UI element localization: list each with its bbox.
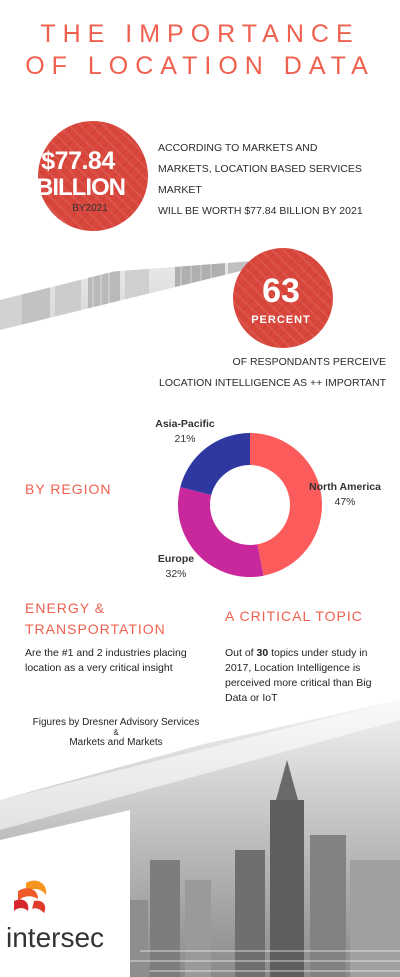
critical-body: [225, 646, 385, 706]
legend-asia-pacific-pct: 21%: [174, 433, 196, 445]
source-line-2: &: [113, 728, 119, 737]
energy-heading-line-2: TRANSPORTATION: [25, 621, 166, 637]
legend-north-america-name: North America: [309, 481, 381, 493]
region-heading: BY REGION: [25, 481, 112, 497]
stat-percent-value: 63: [262, 272, 300, 310]
title-line-2: OF LOCATION DATA: [25, 52, 375, 80]
stat-billion-value: $77.84: [41, 147, 115, 175]
title-line-1: THE IMPORTANCE: [40, 20, 360, 48]
stat-percent-description: [150, 352, 386, 394]
stat-billion-description: [158, 138, 398, 222]
intersec-logo-text: intersec: [6, 922, 105, 953]
energy-heading-line-1: ENERGY &: [25, 600, 106, 616]
critical-body-count: 30: [256, 647, 269, 659]
legend-europe-pct: 32%: [165, 568, 187, 580]
source-line-3: Markets and Markets: [69, 737, 163, 748]
source-line-1: Figures by Dresner Advisory Services: [32, 717, 200, 728]
energy-body: Are the #1 and 2 industries placing location as a very critical insight: [25, 647, 187, 674]
legend-asia-pacific: [150, 418, 220, 445]
critical-body-prefix: Out of: [225, 647, 257, 659]
critical-heading: A CRITICAL TOPIC: [225, 608, 363, 624]
energy-heading: [25, 598, 185, 640]
stat-billion-line-3: WILL BE WORTH $77.84 BILLION BY 2021: [158, 205, 363, 217]
legend-europe-name: Europe: [157, 553, 195, 565]
legend-europe: [148, 553, 204, 580]
stat-percent-line-2: LOCATION INTELLIGENCE AS ++ IMPORTANT: [159, 377, 386, 389]
critical-body-suffix: topics under study in 2017, Location Intelligence is perceived more critical than Big Data or IoT: [225, 647, 372, 704]
legend-north-america: [305, 481, 385, 508]
stat-billion-line-1: ACCORDING TO MARKETS AND: [158, 142, 318, 154]
stat-billion-unit: BILLION: [36, 174, 125, 201]
stat-percent-line-1: OF RESPONDANTS PERCEIVE: [232, 356, 386, 368]
source-credit: [18, 717, 214, 749]
stat-billion-year: BY2021: [72, 203, 108, 214]
legend-asia-pacific-name: Asia-Pacific: [155, 418, 215, 430]
stat-percent-unit: PERCENT: [251, 314, 311, 326]
legend-north-america-pct: 47%: [334, 496, 356, 508]
stat-billion-line-2: MARKETS, LOCATION BASED SERVICES MARKET: [158, 163, 362, 196]
